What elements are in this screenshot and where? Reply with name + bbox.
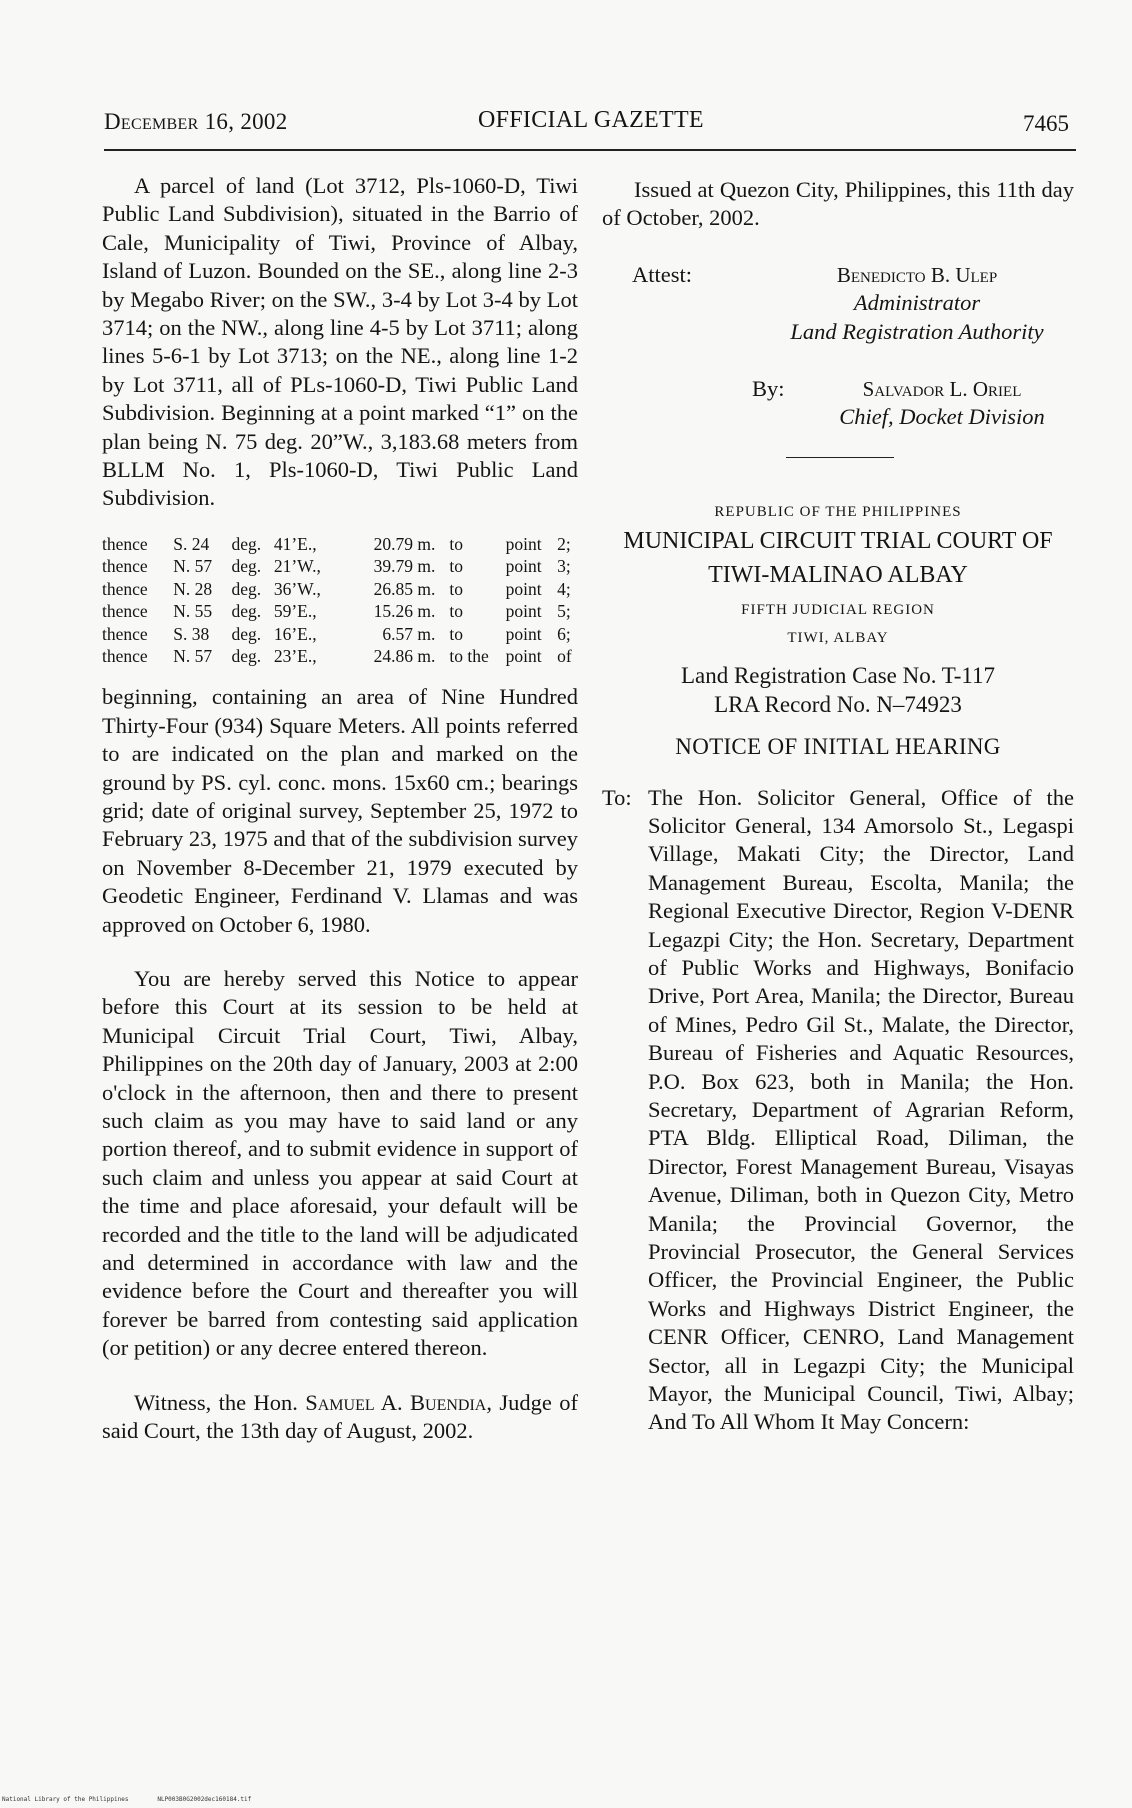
republic-heading: REPUBLIC OF THE PHILIPPINES xyxy=(714,504,962,521)
bearing-num: 5; xyxy=(557,601,571,622)
lot-description-paragraph: A parcel of land (Lot 3712, Pls-1060-D, Tiwi Public Land Subdivision), situated in the Barrio of Cale, Municipality of Tiwi, Province of Albay, Island of Luzon. Bounded on the SE., along line 2-3 by Megabo River; on the SW., 3-4 by Lot 3-4 by Lot 3714; on the NW., along line 4-5 by Lot 3711; along lines 5-6-1 by Lot 3713; on the NE., along line 1-2 by Lot 3711, all of PLs-1060-D, Tiwi Public Land Subdivision. Beginning at a point marked “1” on the plan being N. 75 deg. 20”W., 3,183.68 meters from BLLM No. 1, Pls-1060-D, Tiwi Public Land Subdivision. xyxy=(102,173,578,511)
bearing-dir2: 23’E., xyxy=(273,645,317,666)
scan-footer xyxy=(2,1796,251,1803)
bearing-row xyxy=(102,623,578,645)
bearing-to: to xyxy=(449,578,463,599)
bearing-dir1: N. 57 xyxy=(173,645,213,666)
bearing-row xyxy=(102,645,578,667)
header-page-number: 7465 xyxy=(1023,111,1069,136)
addressees-text: The Hon. Solicitor General, Office of the Solicitor General, 134 Amorsolo St., Legaspi Village, Makati City; the Director, Land Management Bureau, Escolta, Manila; the Regional Executive Director, Region V-DENR Legazpi City; the Hon. Secretary, Department of Public Works and Highways, Bonifacio Drive, Port Area, Manila; the Director, Bureau of Mines, Pedro Gil St., Malate, the Director, Bureau of Fisheries and Aquatic Resources, P.O. Box 623, both in Manila; the Hon. Secretary, Department of Agrarian Reform, PTA Bldg. Elliptical Road, Diliman, the Director, Forest Management Bureau, Visayas Avenue, Diliman, both in Quezon City, Metro Manila; the Provincial Governor, the Provincial Prosecutor, the General Services Officer, the Provincial Engineer, the Public Works and Highways District Engineer, the CENR Officer, CENRO, Land Management Sector, all in Legazpi City; the Municipal Mayor, the Municipal Council, Tiwi, Albay; And To All Whom It May Concern: xyxy=(648,784,1074,1435)
signer1-title: Administrator xyxy=(853,290,981,316)
bearing-deg: deg. xyxy=(231,556,262,577)
bearing-to: to xyxy=(449,601,463,622)
court-name-line2: TIWI-MALINAO ALBAY xyxy=(708,562,968,589)
witness-paragraph xyxy=(102,1389,578,1446)
bearing-point: point xyxy=(505,556,542,577)
witness-suffix: , Judge of said Court, the 13th day of August, 2002. xyxy=(102,1389,578,1444)
bearing-num: 4; xyxy=(557,578,571,599)
bearing-num: of xyxy=(557,645,572,666)
addressees-block xyxy=(602,784,1074,1437)
bearing-thence: thence xyxy=(102,601,148,622)
bearings-table xyxy=(102,533,578,667)
area-description-paragraph: beginning, containing an area of Nine Hundred Thirty-Four (934) Square Meters. All points referred to are indicated on the plan and marked on the ground by PS. cyl. conc. mons. 15x60 cm.; bearings grid; date of original survey, September 25, 1972 to February 23, 1975 and that of the subdivision survey on November 8-December 21, 1979 executed by Geodetic Engineer, Ferdinand V. Llamas and was approved on October 6, 1980. xyxy=(102,684,578,937)
witness-judge-name: Samuel A. Buendia xyxy=(305,1389,487,1415)
attestation-block xyxy=(602,261,1074,430)
signer2-name: Salvador L. Oriel xyxy=(862,376,1022,401)
bearing-dist: 15.26 m. xyxy=(373,601,436,622)
notice-title: NOTICE OF INITIAL HEARING xyxy=(675,734,1001,760)
bearing-num: 2; xyxy=(557,533,571,554)
bearing-thence: thence xyxy=(102,556,148,577)
case-number: Land Registration Case No. T-117 xyxy=(680,663,996,689)
footer-library: National Library of the Philippines xyxy=(2,1796,129,1803)
header-date: December 16, 2002 xyxy=(104,109,288,134)
bearing-deg: deg. xyxy=(231,623,262,644)
bearing-dir1: N. 55 xyxy=(173,601,213,622)
bearing-to: to xyxy=(449,556,463,577)
bearing-row xyxy=(102,600,578,622)
bearing-point: point xyxy=(505,533,542,554)
notice-to-appear-paragraph: You are hereby served this Notice to appear before this Court at its session to be held at Municipal Circuit Trial Court, Tiwi, Albay, Philippines on the 20th day of January, 2003 at 2:00 o'clock in the afternoon, then and there to present such claim as you may have to said land or any portion thereof, and to submit evidence in support of such claim and unless you appear at said Court at the time and place aforesaid, your default will be recorded and the title to the land will be adjudicated and determined in accordance with law and the evidence before the Court and thereafter you will forever be barred from contesting said application (or petition) or any decree entered thereon. xyxy=(102,965,578,1361)
signer1-name: Benedicto B. Ulep xyxy=(836,262,998,287)
by-label: By: xyxy=(752,375,785,401)
lra-record-number: LRA Record No. N–74923 xyxy=(714,691,962,717)
signer-ulep xyxy=(762,261,1072,346)
bearing-deg: deg. xyxy=(231,645,262,666)
bearing-dir2: 41’E., xyxy=(273,533,317,554)
bearing-point: point xyxy=(505,623,542,644)
left-column xyxy=(102,172,578,1445)
right-column xyxy=(602,176,1074,1437)
signer-oriel xyxy=(792,375,1092,432)
bearing-row xyxy=(102,578,578,600)
bearing-point: point xyxy=(505,645,542,666)
bearing-dist: 24.86 m. xyxy=(373,645,436,666)
bearing-dir1: N. 28 xyxy=(173,578,213,599)
issued-line: Issued at Quezon City, Philippines, this 11th day of October, 2002. xyxy=(602,177,1074,231)
bearing-num: 6; xyxy=(557,623,571,644)
header-title: OFFICIAL GAZETTE xyxy=(478,107,704,133)
signer2-title: Chief, Docket Division xyxy=(839,404,1045,430)
bearing-dir1: S. 24 xyxy=(173,533,210,554)
bearing-dist: 39.79 m. xyxy=(373,556,436,577)
bearing-deg: deg. xyxy=(231,601,262,622)
bearing-to: to the xyxy=(449,645,489,666)
court-name-line1: MUNICIPAL CIRCUIT TRIAL COURT OF xyxy=(623,528,1053,555)
bearing-thence: thence xyxy=(102,578,148,599)
bearing-thence: thence xyxy=(102,645,148,666)
footer-file: NLP003B0G2002dec160184.tif xyxy=(157,1796,252,1803)
bearing-dir2: 36’W., xyxy=(273,578,321,599)
bearing-thence: thence xyxy=(102,623,148,644)
header-rule xyxy=(104,149,1076,151)
bearing-thence: thence xyxy=(102,533,148,554)
attest-label: Attest: xyxy=(632,261,692,287)
witness-prefix: Witness, the Hon. xyxy=(134,1389,298,1415)
bearing-point: point xyxy=(505,601,542,622)
to-label: To: xyxy=(602,784,632,810)
bearing-deg: deg. xyxy=(231,578,262,599)
bearing-dir2: 59’E., xyxy=(273,601,317,622)
court-place: TIWI, ALBAY xyxy=(787,630,889,647)
bearing-to: to xyxy=(449,533,463,554)
bearing-num: 3; xyxy=(557,556,571,577)
signer1-org: Land Registration Authority xyxy=(790,318,1044,344)
bearing-deg: deg. xyxy=(231,533,262,554)
bearing-dir1: N. 57 xyxy=(173,556,213,577)
bearing-row xyxy=(102,555,578,577)
bearing-dir2: 16’E., xyxy=(273,623,317,644)
judicial-region: FIFTH JUDICIAL REGION xyxy=(741,602,935,619)
bearing-point: point xyxy=(505,578,542,599)
bearing-dist: 6.57 m. xyxy=(382,623,436,644)
section-divider xyxy=(786,457,894,459)
bearing-dir1: S. 38 xyxy=(173,623,210,644)
bearing-dist: 26.85 m. xyxy=(373,578,436,599)
bearing-to: to xyxy=(449,623,463,644)
bearing-dir2: 21’W., xyxy=(273,556,321,577)
bearing-row xyxy=(102,533,578,555)
bearing-dist: 20.79 m. xyxy=(373,533,436,554)
